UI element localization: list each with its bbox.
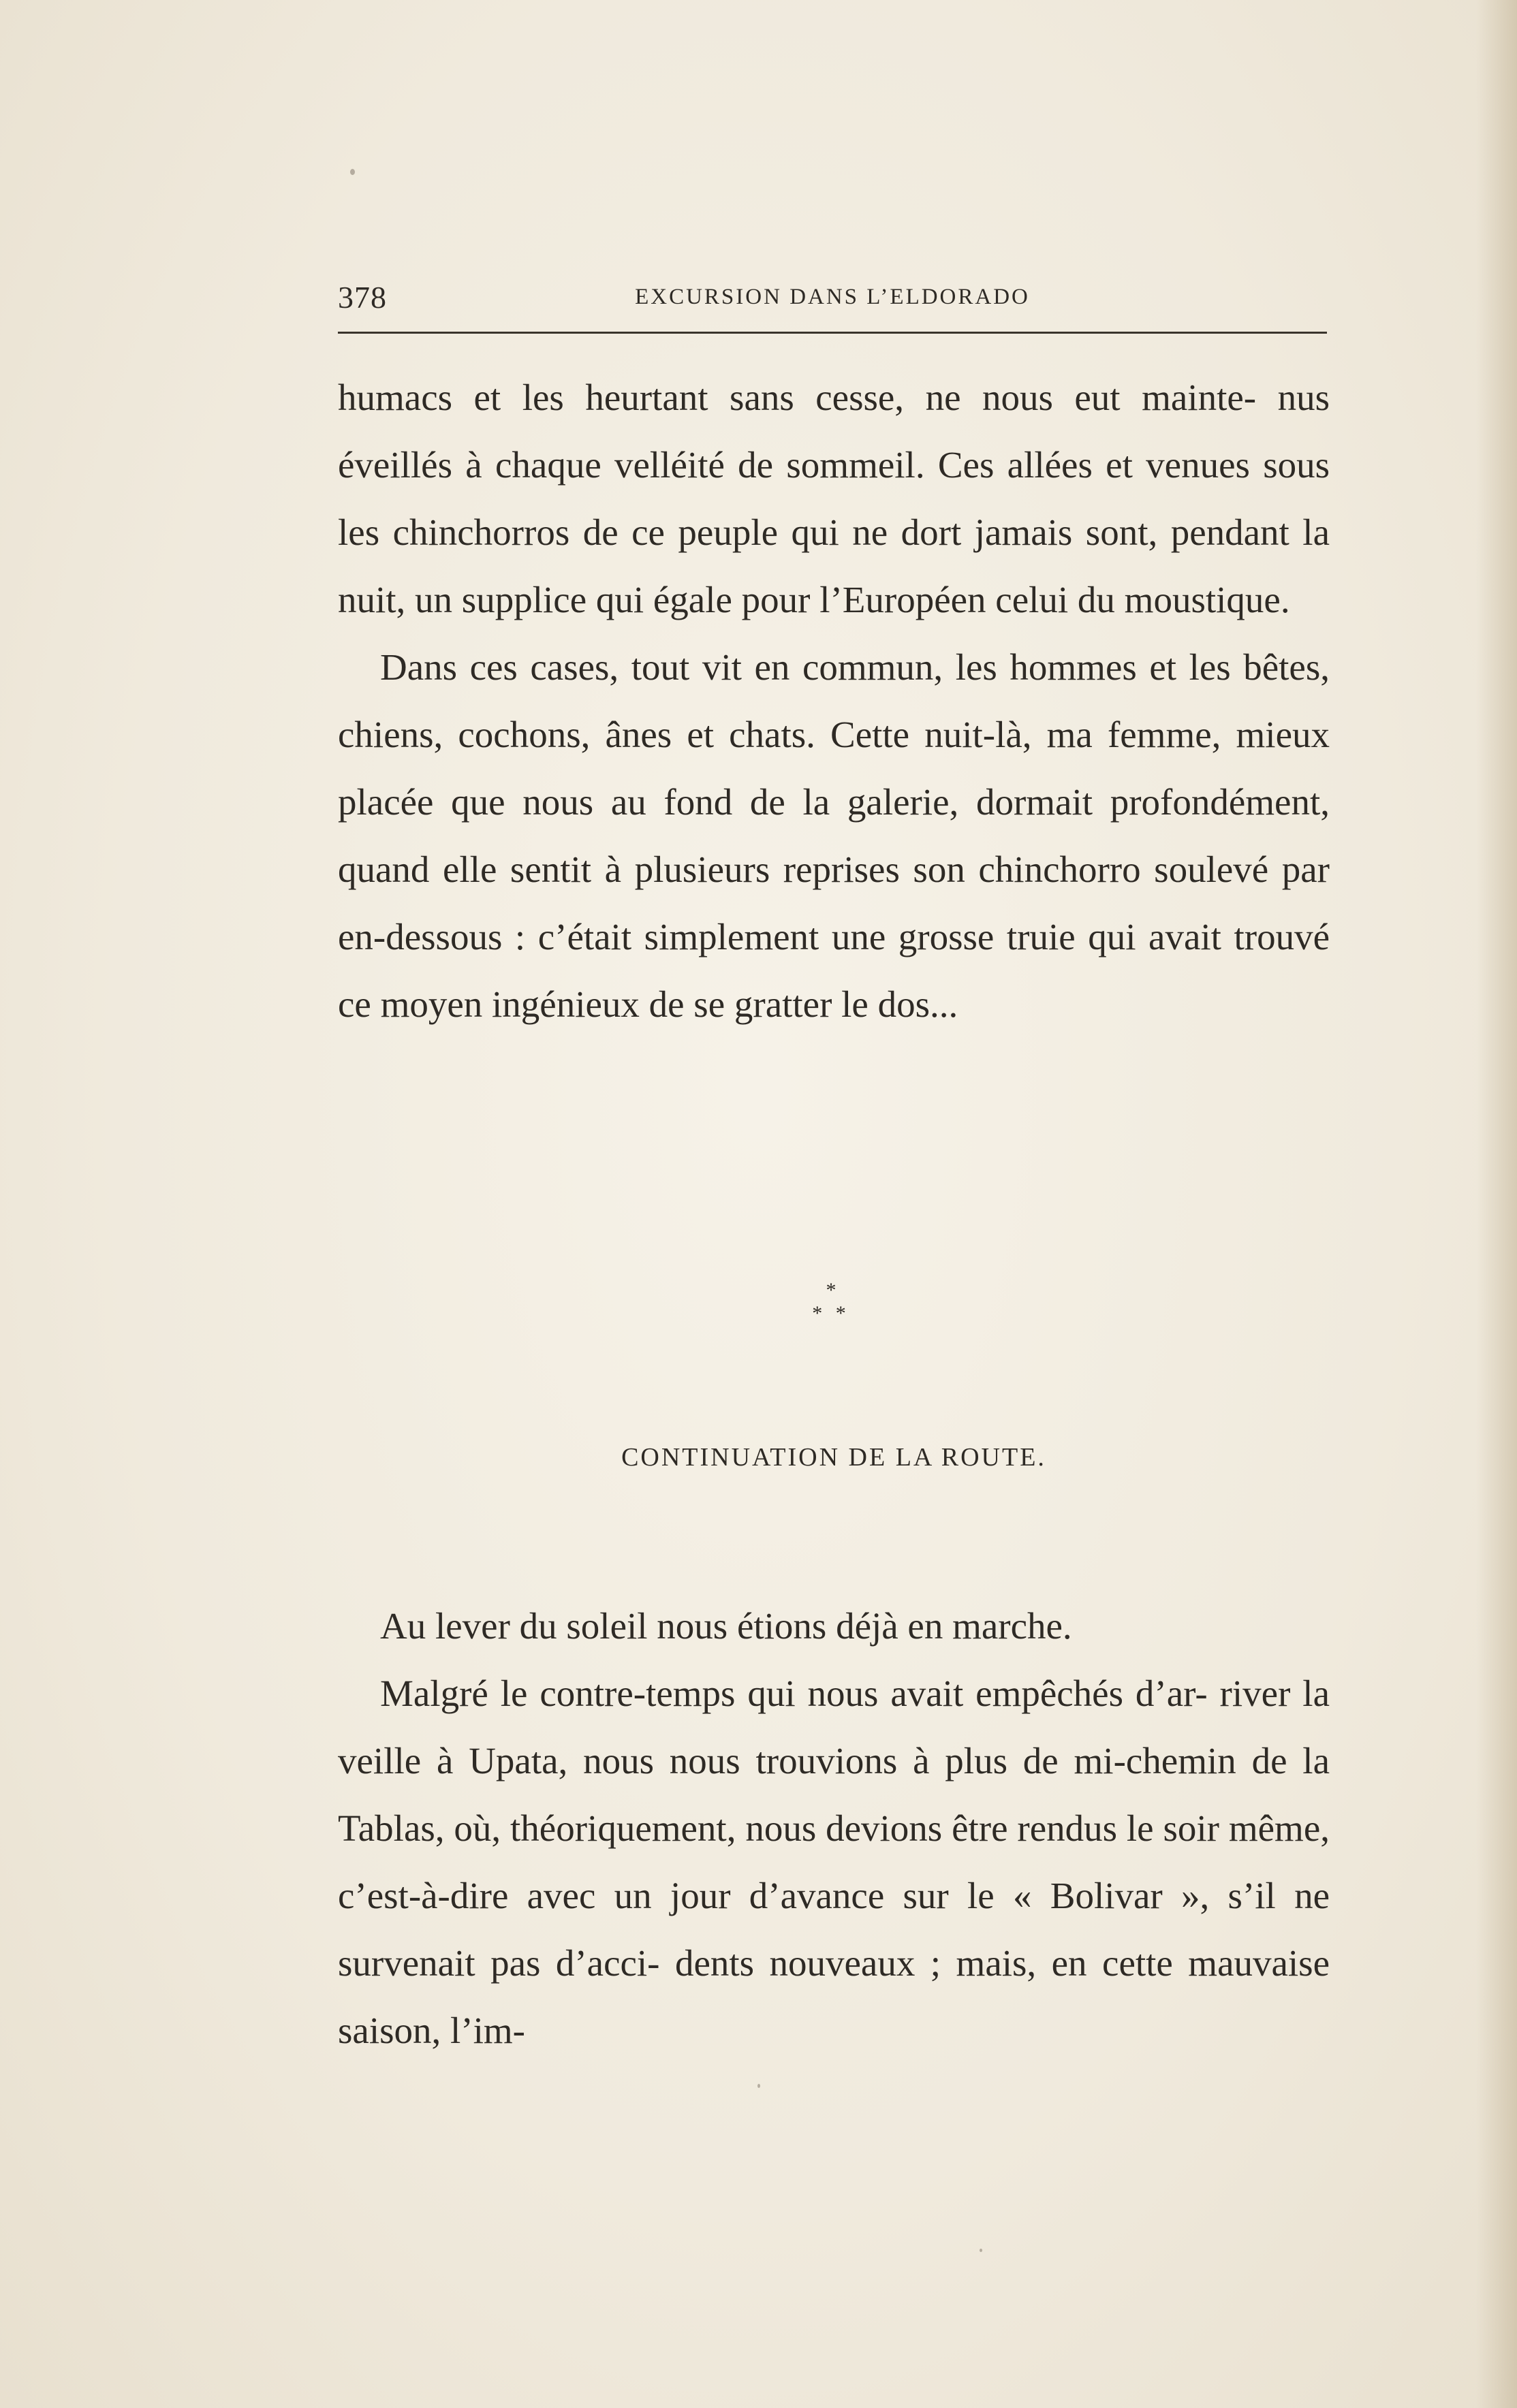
header-rule (338, 332, 1327, 334)
page-number: 378 (338, 280, 387, 315)
paper-speck (757, 2084, 760, 2088)
paragraph: Dans ces cases, tout vit en commun, les hommes et les bêtes, chiens, cochons, ânes et chats. Cette nuit-là, ma femme, mieux placée que nous au fond de la galerie, dormait profondément, quand elle sentit à plusieurs reprises son chinchorro soulevé par en-dessous : c’était simplement une grosse truie qui avait trouvé ce moyen ingénieux de se gratter le dos... (338, 646, 1330, 1025)
section-title: CONTINUATION DE LA ROUTE. (621, 1443, 1046, 1472)
asterism-bottom: * * (812, 1302, 850, 1325)
asterism (790, 1280, 872, 1335)
text-block-bottom (338, 1592, 1330, 2064)
paper-speck (350, 169, 355, 175)
text-block-top (338, 364, 1330, 1038)
paragraph: humacs et les heurtant sans cesse, ne nous eut mainte- nus éveillés à chaque velléité de sommeil. Ces allées et venues sous les chinchorros de ce peuple qui ne dort jamais sont, pendant la nuit, un supplice qui égale pour l’Européen celui du moustique. (338, 377, 1330, 620)
asterism-top: * (826, 1279, 836, 1301)
running-title: EXCURSION DANS L’ELDORADO (635, 285, 1030, 309)
paper-speck (980, 2249, 982, 2252)
paragraph: Au lever du soleil nous étions déjà en marche. (380, 1605, 1072, 1647)
page-header (338, 279, 1327, 334)
paragraph: Malgré le contre-temps qui nous avait empêchés d’ar- river la veille à Upata, nous nous trouvions à plus de mi-chemin de la Tablas, où, théoriquement, nous devions être rendus le soir même, c’est-à-dire avec un jour d’avance sur le « Bolivar », s’il ne survenait pas d’acci- dents nouveaux ; mais, en cette mauvaise saison, l’im- (338, 1673, 1330, 2051)
page-edge-shadow (1476, 0, 1517, 2408)
